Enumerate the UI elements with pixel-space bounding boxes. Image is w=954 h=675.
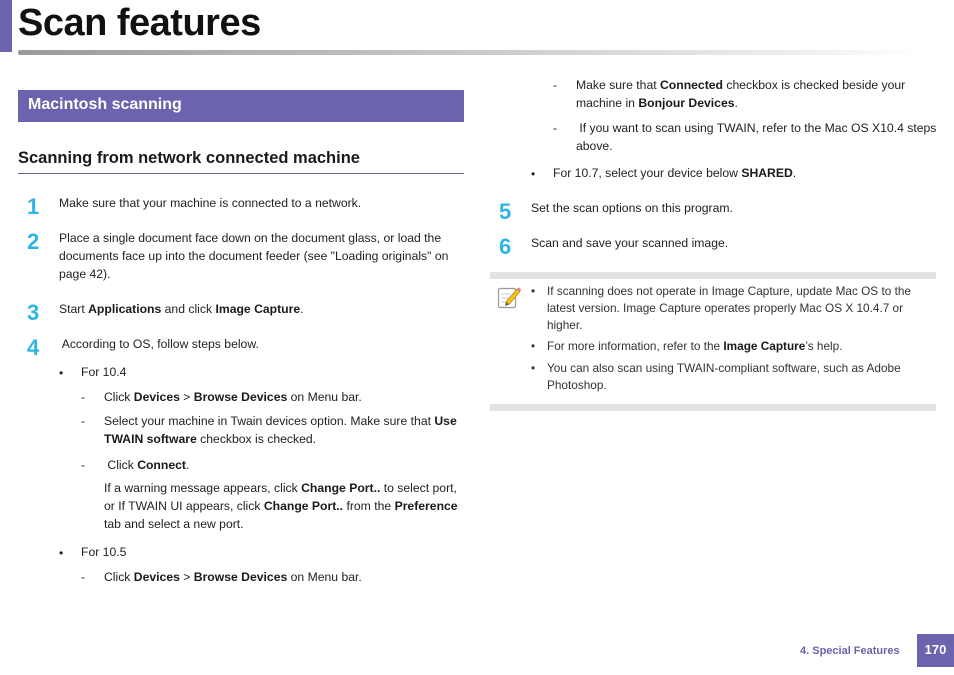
step-number-1: 1 <box>27 194 40 219</box>
os-10-4-warning-text: If a warning message appears, click Change Port.. to select port, or If TWAIN UI appears, click Change Port.. from the Preference tab and select a new port. <box>104 481 458 532</box>
dash-3: - <box>81 458 86 472</box>
note-text-1: If scanning does not operate in Image Capture, update Mac OS to the latest version. Image Capture operates properly Mac OS X 10.4.7 or higher. <box>547 284 911 333</box>
step-3-text: Start Applications and click Image Capture. <box>59 302 304 316</box>
step-4-text: According to OS, follow steps below. <box>59 337 259 351</box>
dash-6: - <box>553 121 558 135</box>
step-number-6: 6 <box>499 234 512 259</box>
step-5-text: Set the scan options on this program. <box>531 201 733 215</box>
step-number-4: 4 <box>27 335 40 360</box>
os-10-4-step-1: Click Devices > Browse Devices on Menu bar. <box>104 390 362 404</box>
os-10-5-step-3: If you want to scan using TWAIN, refer to the Mac OS X10.4 steps above. <box>576 121 940 154</box>
os-10-4-step-3: Click Connect. <box>104 458 190 472</box>
title-underline <box>18 50 918 55</box>
step-6-text: Scan and save your scanned image. <box>531 236 729 250</box>
os-10-5-label: For 10.5 <box>81 545 127 559</box>
subsection-heading: Scanning from network connected machine <box>18 147 464 174</box>
dash-4: - <box>81 570 86 584</box>
note-text-3: You can also scan using TWAIN-compliant software, such as Adobe Photoshop. <box>547 361 901 393</box>
bullet-os-10-5: • <box>59 546 64 560</box>
page-title: Scan features <box>18 2 261 44</box>
bullet-os-10-4: • <box>59 366 64 380</box>
os-10-4-label: For 10.4 <box>81 365 127 379</box>
os-10-7-text: For 10.7, select your device below SHARED. <box>553 166 797 180</box>
title-accent-bar <box>0 0 12 52</box>
note-pencil-icon <box>497 285 521 309</box>
step-2-text: Place a single document face down on the document glass, or load the documents face up into the document feeder (see "Loading originals" on page 42). <box>59 231 449 282</box>
section-header: Macintosh scanning <box>18 90 464 122</box>
dash-2: - <box>81 414 86 428</box>
note-bullet-2: • <box>531 339 536 353</box>
os-10-5-step-1: Click Devices > Browse Devices on Menu bar. <box>104 570 362 584</box>
note-bullet-1: • <box>531 284 536 298</box>
os-10-4-step-2: Select your machine in Twain devices option. Make sure that Use TWAIN software checkbox is checked. <box>104 414 457 447</box>
dash-5: - <box>553 78 558 92</box>
step-number-2: 2 <box>27 229 40 254</box>
page-number: 170 <box>917 634 954 667</box>
step-1-text: Make sure that your machine is connected to a network. <box>59 196 362 210</box>
note-text-2: For more information, refer to the Image Capture’s help. <box>547 339 843 353</box>
bullet-os-10-7: • <box>531 167 536 181</box>
chapter-label: 4. Special Features <box>800 645 900 657</box>
step-number-3: 3 <box>27 300 40 325</box>
note-bullet-3: • <box>531 361 536 375</box>
os-10-5-step-2: Make sure that Connected checkbox is checked beside your machine in Bonjour Devices. <box>576 78 906 111</box>
dash-1: - <box>81 390 86 404</box>
step-number-5: 5 <box>499 199 512 224</box>
